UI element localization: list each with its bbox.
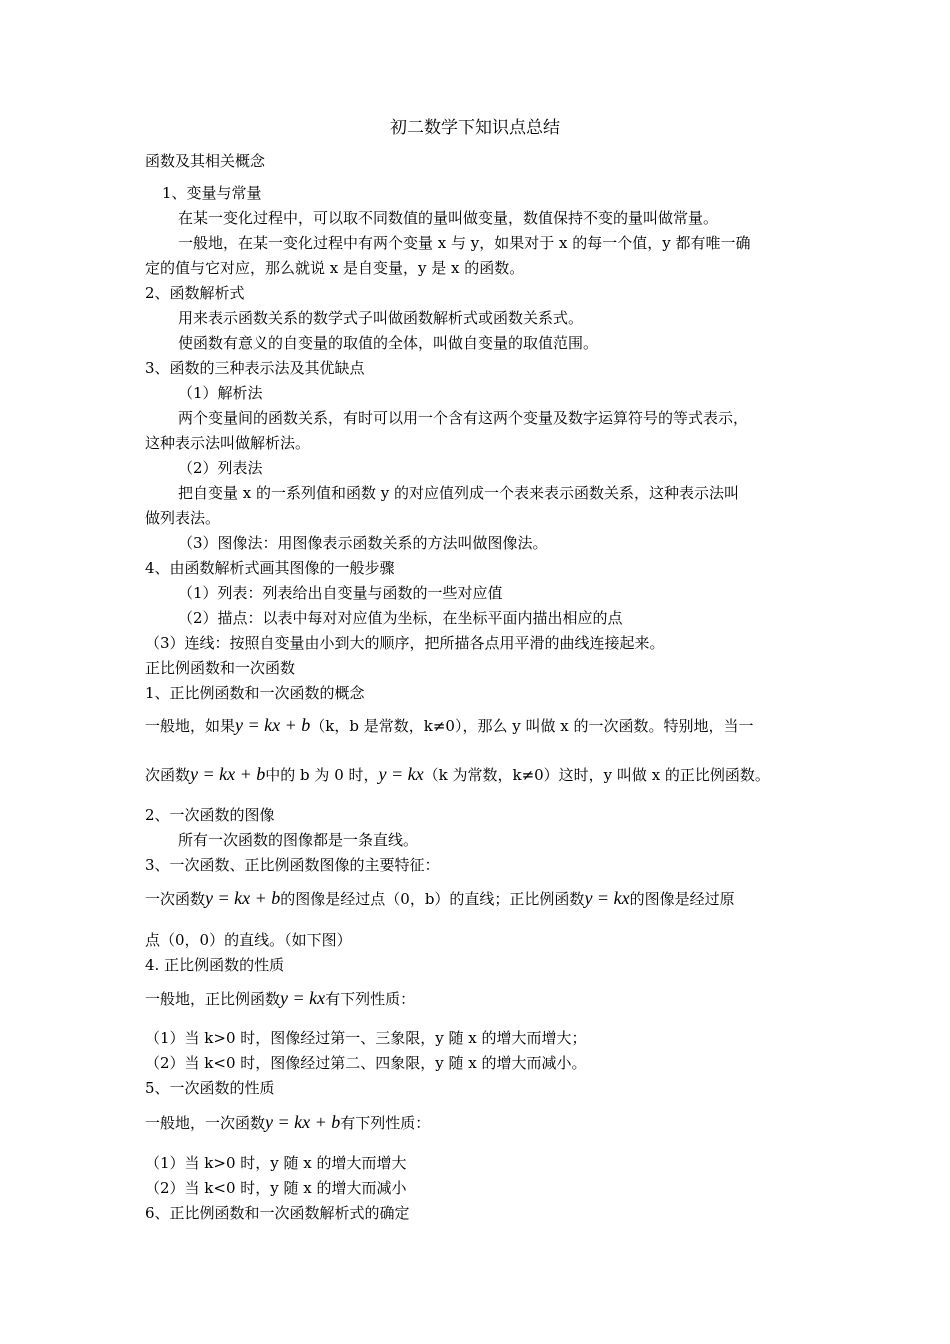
math-formula: y = kx + b xyxy=(235,715,311,735)
subsection-heading: 4. 正比例函数的性质 xyxy=(145,956,285,974)
subsection-heading: 3、一次函数、正比例函数图像的主要特征： xyxy=(145,856,440,874)
page-title: 初二数学下知识点总结 xyxy=(390,118,560,138)
subsection-heading: 6、正比例函数和一次函数解析式的确定 xyxy=(145,1204,410,1222)
text-run: 一般地，如果 xyxy=(145,717,236,735)
list-item: （3）连线：按照自变量由小到大的顺序，把所描各点用平滑的曲线连接起来。 xyxy=(145,634,665,652)
subsection-heading: 3、函数的三种表示法及其优缺点 xyxy=(145,359,365,377)
list-item: （1）列表：列表给出自变量与函数的一些对应值 xyxy=(178,584,503,602)
subsection-heading: 1、正比例函数和一次函数的概念 xyxy=(145,684,365,702)
list-item: （1）当 k>0 时，图像经过第一、三象限，y 随 x 的增大而增大； xyxy=(145,1029,587,1047)
math-formula: y = kx + b xyxy=(205,888,281,908)
item-heading: （1）解析法 xyxy=(178,384,263,402)
formula-line xyxy=(145,1110,810,1135)
paragraph-line: 用来表示函数关系的数学式子叫做函数解析式或函数关系式。 xyxy=(178,309,584,327)
text-run: （k，b 是常数，k≠0），那么 y 叫做 x 的一次函数。特别地，当一 xyxy=(310,717,754,735)
formula-line xyxy=(145,986,810,1011)
text-run: （k 为常数，k≠0）这时，y 叫做 x 的正比例函数。 xyxy=(423,766,770,784)
subsection-heading: 5、一次函数的性质 xyxy=(145,1079,275,1097)
list-item: （2）描点：以表中每对对应值为坐标，在坐标平面内描出相应的点 xyxy=(178,609,623,627)
paragraph-line: 点（0，0）的直线。（如下图） xyxy=(145,931,352,949)
text-run: 的图像是经过原 xyxy=(629,890,735,908)
subsection-heading: 2、函数解析式 xyxy=(145,284,245,302)
paragraph-line: 定的值与它对应，那么就说 x 是自变量，y 是 x 的函数。 xyxy=(145,259,525,277)
math-formula: y = kx xyxy=(378,764,424,784)
paragraph-line: 这种表示法叫做解析法。 xyxy=(145,434,311,452)
formula-line xyxy=(145,886,810,911)
section-heading: 函数及其相关概念 xyxy=(145,152,266,170)
text-run: 的图像是经过点（0，b）的直线；正比例函数 xyxy=(280,890,585,908)
text-run: 一般地，一次函数 xyxy=(145,1114,266,1132)
paragraph-line: 做列表法。 xyxy=(145,509,221,527)
text-run: 有下列性质： xyxy=(325,990,416,1008)
text-run: 一般地，正比例函数 xyxy=(145,990,281,1008)
list-item: （2）当 k<0 时，y 随 x 的增大而减小 xyxy=(145,1179,407,1197)
subsection-heading: 1、变量与常量 xyxy=(162,184,262,202)
text-run: 有下列性质： xyxy=(340,1114,431,1132)
list-item: （1）当 k>0 时，y 随 x 的增大而增大 xyxy=(145,1154,407,1172)
item-heading: （2）列表法 xyxy=(178,459,263,477)
math-formula: y = kx xyxy=(584,888,630,908)
paragraph-line: 一般地，在某一变化过程中有两个变量 x 与 y，如果对于 x 的每一个值，y 都有唯一确 xyxy=(178,234,751,252)
paragraph-line: 在某一变化过程中，可以取不同数值的量叫做变量，数值保持不变的量叫做常量。 xyxy=(178,209,719,227)
text-run: 次函数 xyxy=(145,766,191,784)
paragraph-line: 把自变量 x 的一系列值和函数 y 的对应值列成一个表来表示函数关系，这种表示法叫 xyxy=(178,484,740,502)
formula-line xyxy=(145,762,810,787)
text-run: 一次函数 xyxy=(145,890,206,908)
subsection-heading: 2、一次函数的图像 xyxy=(145,806,275,824)
formula-line xyxy=(145,713,810,738)
subsection-heading: 4、由函数解析式画其图像的一般步骤 xyxy=(145,559,395,577)
math-formula: y = kx xyxy=(280,988,326,1008)
paragraph-line: 两个变量间的函数关系，有时可以用一个含有这两个变量及数字运算符号的等式表示， xyxy=(178,409,749,427)
list-item: （2）当 k<0 时，图像经过第二、四象限，y 随 x 的增大而减小。 xyxy=(145,1054,587,1072)
text-run: 中的 b 为 0 时， xyxy=(265,766,379,784)
paragraph-line: 所有一次函数的图像都是一条直线。 xyxy=(178,831,419,849)
item-heading: （3）图像法：用图像表示函数关系的方法叫做图像法。 xyxy=(178,534,548,552)
math-formula: y = kx + b xyxy=(190,764,266,784)
section-heading: 正比例函数和一次函数 xyxy=(145,659,296,677)
paragraph-line: 使函数有意义的自变量的取值的全体，叫做自变量的取值范围。 xyxy=(178,334,599,352)
math-formula: y = kx + b xyxy=(265,1112,341,1132)
